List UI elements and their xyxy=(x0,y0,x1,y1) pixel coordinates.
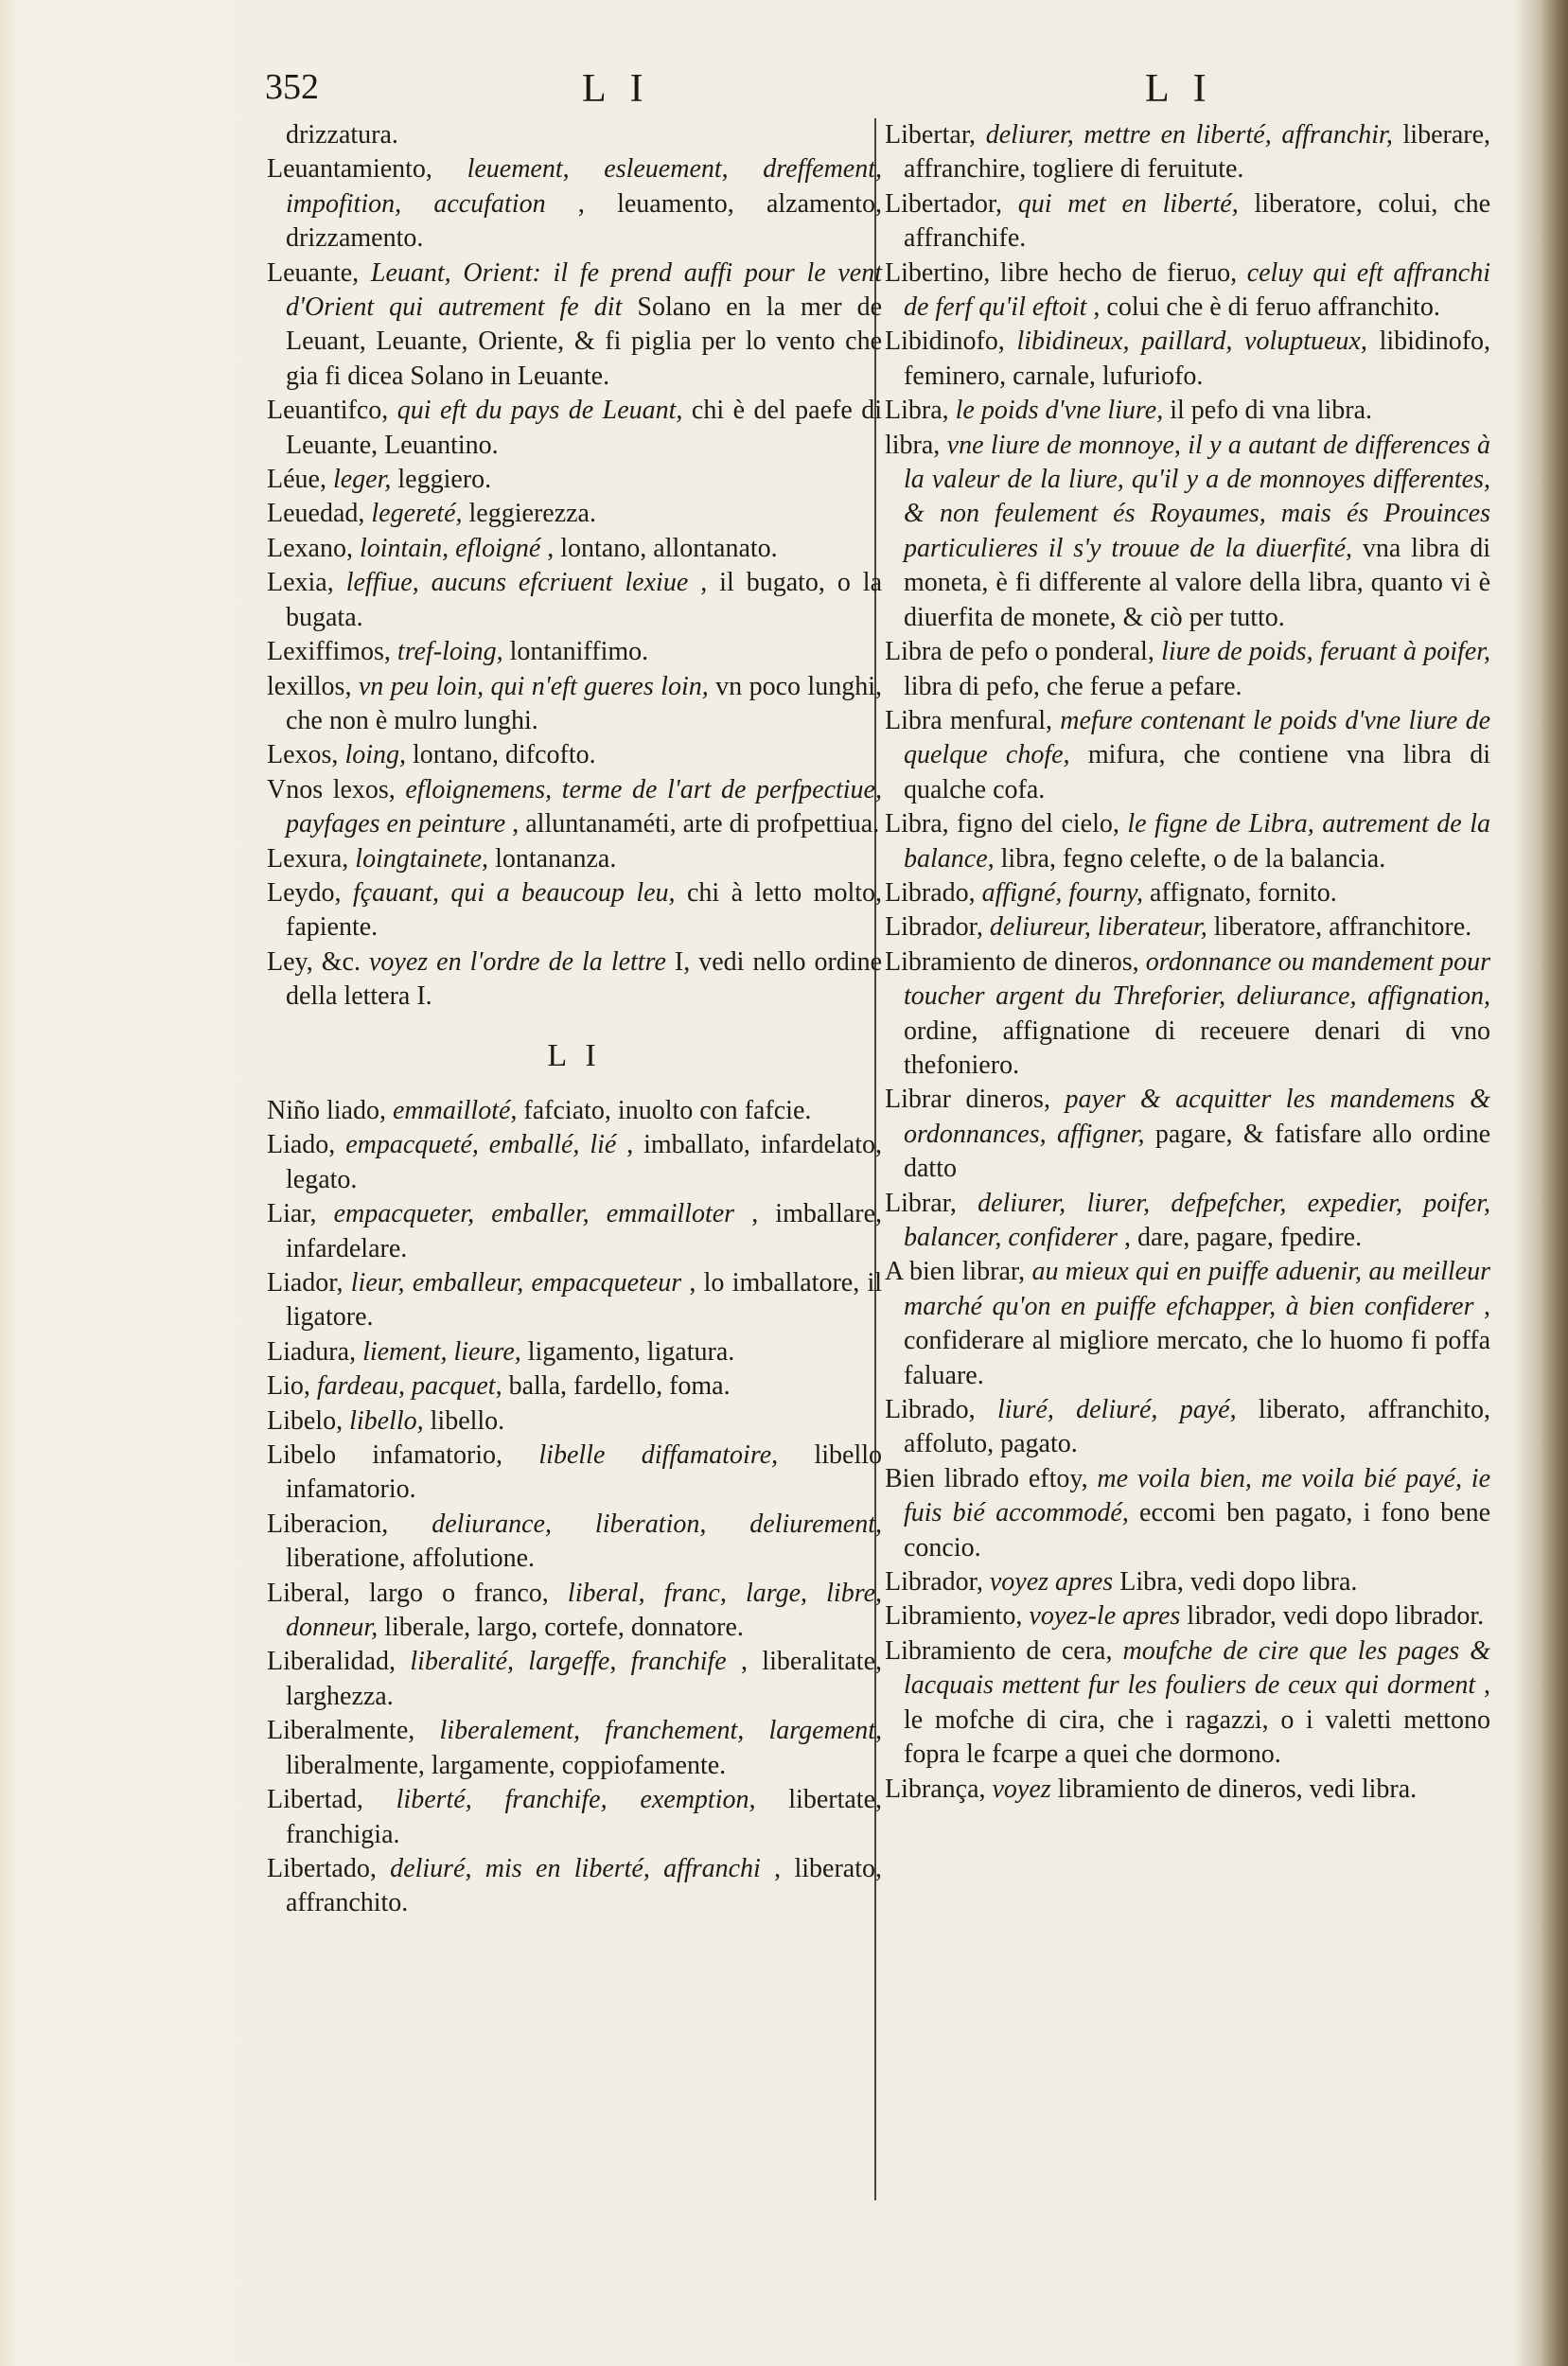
dictionary-entry xyxy=(267,1094,882,1128)
dictionary-entry xyxy=(267,1404,882,1439)
entry-french: liure de poids, feruant à poifer, xyxy=(1161,637,1491,667)
entry-italian: , lontano, allontanato. xyxy=(547,533,778,563)
entry-french: deliurance, liberation, deliurement, xyxy=(432,1509,882,1539)
entry-spanish: Niño liado, xyxy=(267,1095,386,1125)
entry-italian: vn poco lunghi, che non è mulro lunghi. xyxy=(286,671,882,735)
entry-italian: liberatore, colui, che affranchife. xyxy=(904,188,1491,254)
entry-italian: mifura, che contiene vna libra di qualche cofa. xyxy=(904,740,1490,804)
entry-spanish: libra, xyxy=(885,430,941,460)
dictionary-entry xyxy=(267,1335,882,1369)
entry-french: affigné, fourny, xyxy=(981,877,1143,908)
entry-french: qui eft du pays de Leuant, xyxy=(396,396,683,426)
dictionary-entry xyxy=(885,945,1490,1084)
entry-french: ordonnance ou mandement pour toucher argent du Threforier, deliurance, affignation, xyxy=(904,946,1491,1012)
entry-spanish: Liberal, largo o franco, xyxy=(267,1578,549,1608)
entry-italian: eccomi ben pagato, i fono bene concio. xyxy=(904,1498,1490,1563)
dictionary-entry xyxy=(267,1508,882,1577)
entry-spanish: Libertino, libre hecho de fieruo, xyxy=(885,257,1238,288)
dictionary-entry xyxy=(267,670,882,739)
entry-french: liberal, franc, large, libre, donneur, xyxy=(286,1578,882,1643)
entry-italian: , lo imballatore, il ligatore. xyxy=(286,1268,883,1333)
entry-spanish: Liberacion, xyxy=(267,1509,389,1539)
dictionary-entry xyxy=(885,187,1490,256)
entry-spanish: Liar, xyxy=(267,1199,317,1229)
entry-french: vne liure de monnoye, il y a autant de differences à la valeur de la liure, qu'il y a de monnoyes differentes, & non feulement és Royaumes, mais és Prouinces particulieres il s'y trouue de la diuerfité, xyxy=(904,430,1491,563)
entry-spanish: Liadura, xyxy=(267,1336,357,1367)
entry-french: vn peu loin, qui n'eft gueres loin, xyxy=(358,671,709,701)
dictionary-entry xyxy=(885,1255,1490,1393)
entry-french: legereté, xyxy=(371,499,463,529)
entry-spanish: Libertador, xyxy=(885,188,1003,219)
entry-italian: leggierezza. xyxy=(468,499,596,529)
entry-spanish: Libra, xyxy=(885,396,949,426)
entry-italian: libello infamatorio. xyxy=(286,1440,883,1505)
entry-french: voyez xyxy=(992,1774,1051,1804)
entry-french: empacqueté, emballé, lié xyxy=(345,1130,617,1160)
entry-italian: ordine, affignatione di receuere denari di vno thefoniero. xyxy=(904,1015,1490,1080)
entry-italian: liberatore, affranchitore. xyxy=(1213,912,1472,943)
entry-italian: vna libra di moneta, è fi differente al valore della libra, quanto vi è diuerfita de monete, & ciò per tutto. xyxy=(904,533,1490,632)
dictionary-entry xyxy=(885,1393,1490,1462)
entry-spanish: Leuantifco, xyxy=(267,396,389,426)
entry-italian: drizzatura. xyxy=(286,120,398,150)
entry-italian: libramiento de dineros, vedi libra. xyxy=(1057,1774,1418,1804)
dictionary-entry xyxy=(267,1645,882,1714)
entry-spanish: Liado, xyxy=(267,1130,336,1160)
dictionary-entry xyxy=(267,1783,882,1852)
dictionary-entry xyxy=(885,807,1490,876)
entry-italian: leggiero. xyxy=(397,465,492,495)
dictionary-entry xyxy=(267,566,882,635)
dictionary-entry xyxy=(267,773,882,842)
entry-french: le poids d'vne liure, xyxy=(955,396,1164,426)
entry-spanish: Liador, xyxy=(267,1268,344,1298)
dictionary-entry xyxy=(267,1439,882,1508)
entry-spanish: Librado, xyxy=(885,877,976,908)
dictionary-entry xyxy=(267,1266,882,1335)
entry-italian: libra di pefo, che ferue a pefare. xyxy=(904,671,1242,701)
dictionary-entry xyxy=(267,1714,882,1783)
running-head-right: L I xyxy=(1145,67,1214,111)
entry-french: libidineux, paillard, voluptueux, xyxy=(1016,327,1367,357)
entry-italian: liberare, affranchire, togliere di feruitute. xyxy=(904,120,1491,185)
entry-french: payer & acquitter les mandemens & ordonnances, affigner, xyxy=(904,1085,1491,1149)
entry-spanish: Libidinofo, xyxy=(885,327,1005,357)
dictionary-entry xyxy=(267,842,882,876)
entry-french: empacqueter, emballer, emmailloter xyxy=(333,1199,735,1229)
dictionary-entry xyxy=(885,910,1490,945)
entry-italian: lontaniffimo. xyxy=(509,637,649,667)
entry-spanish: Libertad, xyxy=(267,1785,363,1815)
left-entries-before xyxy=(267,118,882,1015)
entry-italian: , le mofche di cira, che i ragazzi, o i valetti mettono fopra le fcarpe a quei che dormono. xyxy=(904,1670,1491,1770)
entry-spanish: Léue, xyxy=(267,465,326,495)
entry-italian: , liberato, affranchito. xyxy=(286,1853,883,1918)
entry-spanish: Leydo, xyxy=(267,877,342,908)
entry-italian: , leuamento, alzamento, drizzamento. xyxy=(286,188,883,254)
entry-french: leuement, esleuement, dreffement, impofition, accufation xyxy=(286,154,882,219)
entry-spanish: Vnos lexos, xyxy=(267,774,396,804)
dictionary-entry xyxy=(267,152,882,256)
dictionary-entry xyxy=(885,429,1490,635)
dictionary-entry xyxy=(267,945,882,1015)
entry-french: liberalement, franchement, largement, xyxy=(439,1716,883,1746)
dictionary-entry xyxy=(885,635,1490,704)
entry-spanish: Librança, xyxy=(885,1774,986,1804)
entry-italian: , il bugato, o la bugata. xyxy=(286,568,883,632)
entry-spanish: Libelo, xyxy=(267,1405,344,1436)
entry-french: me voila bien, me voila bié payé, ie fuis bié accommodé, xyxy=(904,1463,1491,1528)
dictionary-entry xyxy=(885,1083,1490,1186)
entry-spanish: lexillos, xyxy=(267,671,352,701)
entry-french: leger, xyxy=(332,465,392,495)
entry-spanish: Librador, xyxy=(885,1567,983,1598)
entry-spanish: Libra de pefo o ponderal, xyxy=(885,637,1154,667)
entry-italian: librador, vedi dopo librador. xyxy=(1187,1601,1485,1632)
entry-spanish: Lexos, xyxy=(267,740,339,770)
entry-italian: liberato, affranchito, affoluto, pagato. xyxy=(904,1395,1490,1459)
entry-french: tref-loing, xyxy=(396,637,503,667)
entry-french: celuy qui eft affranchi de ferf qu'il eftoit xyxy=(904,257,1490,323)
dictionary-entry xyxy=(267,497,882,531)
entry-spanish: Librar dineros, xyxy=(885,1085,1050,1115)
section-heading: L I xyxy=(547,1037,602,1073)
entry-french: deliurer, liurer, defpefcher, expedier, poifer, balancer, confiderer xyxy=(904,1188,1490,1252)
entry-french: voyez-le apres xyxy=(1029,1601,1181,1632)
entry-french: liberté, franchife, exemption, xyxy=(396,1785,756,1815)
dictionary-entry xyxy=(267,394,882,463)
entry-italian: fafciato, inuolto con fafcie. xyxy=(523,1095,812,1125)
entry-italian: , alluntanaméti, arte di profpettiua. xyxy=(512,809,880,839)
dictionary-entry xyxy=(267,532,882,566)
entry-french: qui met en liberté, xyxy=(1017,188,1239,219)
entry-italian: I, vedi nello ordine della lettera I. xyxy=(286,946,883,1012)
dictionary-entry xyxy=(267,1197,882,1266)
entry-italian: affignato, fornito. xyxy=(1149,877,1337,908)
dictionary-entry xyxy=(267,463,882,497)
dictionary-entry xyxy=(267,738,882,772)
entry-italian: , liberalitate, larghezza. xyxy=(286,1647,883,1711)
entry-french: libello, xyxy=(349,1405,424,1436)
entry-french: moufche de cire que les pages & lacquais mettent fur les fouliers de ceux qui dorment xyxy=(904,1635,1490,1701)
entry-spanish: Leuantamiento, xyxy=(267,154,432,185)
entry-french: Leuant, Orient: il fe prend auffi pour le vent d'Orient qui autrement fe dit xyxy=(286,257,883,323)
entry-spanish: Librado, xyxy=(885,1395,976,1425)
entry-italian: , confiderare al migliore mercato, che lo huomo fi poffa faluare. xyxy=(904,1291,1490,1390)
entry-italian: pagare, & fatisfare allo ordine datto xyxy=(904,1119,1491,1184)
entry-spanish: Libramiento, xyxy=(885,1601,1023,1632)
page-number: 352 xyxy=(265,67,319,107)
dictionary-entry xyxy=(885,1634,1490,1773)
entry-spanish: Libelo infamatorio, xyxy=(267,1440,503,1471)
entry-spanish: Libertar, xyxy=(885,120,977,150)
entry-spanish: Leuante, xyxy=(267,257,360,288)
dictionary-entry xyxy=(885,325,1490,394)
entry-italian: , imballare, infardelare. xyxy=(286,1199,883,1263)
dictionary-entry xyxy=(267,1128,882,1197)
entry-spanish: Liberalidad, xyxy=(267,1647,396,1677)
entry-italian: liberatione, affolutione. xyxy=(286,1544,536,1574)
entry-italian: lontano, difcofto. xyxy=(413,740,596,770)
dictionary-entry xyxy=(885,1565,1490,1599)
entry-french: liuré, deliuré, payé, xyxy=(996,1395,1237,1425)
dictionary-entry xyxy=(885,1773,1490,1807)
entry-spanish: Libertado, xyxy=(267,1853,377,1883)
dictionary-entry xyxy=(885,1462,1490,1565)
dictionary-entry xyxy=(267,118,882,152)
entry-french: le figne de Libra, autrement de la balance, xyxy=(904,809,1491,874)
dictionary-entry xyxy=(885,1187,1490,1256)
entry-italian: il pefo di vna libra. xyxy=(1170,396,1373,426)
entry-spanish: Libra menfural, xyxy=(885,705,1052,735)
left-entries-after xyxy=(267,1094,882,1921)
dictionary-entry xyxy=(885,394,1490,428)
dictionary-entry xyxy=(885,704,1490,807)
entry-italian: ligamento, ligatura. xyxy=(527,1336,735,1367)
entry-italian: libra, fegno celefte, o de la balancia. xyxy=(1000,843,1386,874)
entry-italian: , imballato, infardelato, legato. xyxy=(286,1130,882,1194)
entry-french: voyez apres xyxy=(989,1567,1114,1598)
left-column xyxy=(267,118,882,1921)
entry-french: efloignemens, terme de l'art de perfpectiue, payfages en peinture xyxy=(286,774,882,839)
dictionary-entry xyxy=(885,118,1490,187)
dictionary-entry xyxy=(267,876,882,945)
entry-italian: libidinofo, feminero, carnale, lufuriofo. xyxy=(904,327,1491,391)
dictionary-entry xyxy=(885,1599,1490,1633)
entry-spanish: Liberalmente, xyxy=(267,1716,415,1746)
entry-italian: Solano en la mer de Leuant, Leuante, Oriente, & fi piglia per lo vento che gia fi dicea Solano in Leuante. xyxy=(286,292,883,391)
dictionary-entry xyxy=(267,1852,882,1921)
dictionary-entry xyxy=(885,256,1490,326)
entry-italian: balla, fardello, foma. xyxy=(508,1371,731,1402)
entry-italian: liberale, largo, cortefe, donnatore. xyxy=(384,1613,744,1643)
dictionary-entry xyxy=(267,1369,882,1404)
entry-french: au mieux qui en puiffe aduenir, au meilleur marché qu'on en puiffe efchapper, à bien confiderer xyxy=(904,1257,1491,1321)
entry-spanish: Librar, xyxy=(885,1188,957,1218)
entry-italian: libertate, franchigia. xyxy=(286,1785,882,1849)
entry-french: fçauant, qui a beaucoup leu, xyxy=(352,877,676,908)
entry-italian: chi è del paefe di Leuante, Leuantino. xyxy=(286,396,883,460)
right-column xyxy=(885,118,1490,1807)
entry-italian: liberalmente, largamente, coppiofamente. xyxy=(286,1750,727,1780)
entry-french: liberalité, largeffe, franchife xyxy=(410,1647,727,1677)
running-head-left: L I xyxy=(582,67,651,111)
entry-spanish: Lexiffimos, xyxy=(267,637,391,667)
entry-french: deliuré, mis en liberté, affranchi xyxy=(390,1853,761,1883)
entry-french: liement, lieure, xyxy=(362,1336,521,1367)
entry-spanish: Bien librado eftoy, xyxy=(885,1463,1088,1493)
entry-french: deliureur, liberateur, xyxy=(989,912,1207,943)
entry-french: emmailloté, xyxy=(393,1095,518,1125)
entry-spanish: Lexura, xyxy=(267,843,349,874)
entry-spanish: Lio, xyxy=(267,1371,310,1402)
entry-french: loing, xyxy=(344,740,406,770)
entry-italian: Libra, vedi dopo libra. xyxy=(1119,1567,1358,1598)
entry-french: lieur, emballeur, empacqueteur xyxy=(350,1268,682,1298)
entry-spanish: Libra, figno del cielo, xyxy=(885,809,1119,839)
entry-spanish: Librador, xyxy=(885,912,983,943)
dictionary-entry xyxy=(267,635,882,669)
dictionary-entry xyxy=(267,256,882,395)
entry-french: loingtainete, xyxy=(355,843,489,874)
entry-spanish: Leuedad, xyxy=(267,499,365,529)
entry-french: voyez en l'ordre de la lettre xyxy=(368,946,666,977)
entry-italian: libello. xyxy=(430,1405,505,1436)
entry-spanish: Libramiento de dineros, xyxy=(885,946,1139,977)
entry-spanish: Lexia, xyxy=(267,568,334,598)
entry-french: deliurer, mettre en liberté, affranchir, xyxy=(985,120,1393,150)
entry-spanish: A bien librar, xyxy=(885,1257,1026,1287)
entry-spanish: Lexano, xyxy=(267,533,353,563)
entry-french: mefure contenant le poids d'vne liure de quelque chofe, xyxy=(904,705,1491,770)
entry-italian: lontananza. xyxy=(495,843,617,874)
entry-italian: , dare, pagare, fpedire. xyxy=(1124,1223,1363,1252)
entry-spanish: Ley, &c. xyxy=(267,946,361,977)
dictionary-entry xyxy=(267,1577,882,1646)
entry-italian: , colui che è di feruo affranchito. xyxy=(1093,292,1440,323)
entry-spanish: Libramiento de cera, xyxy=(885,1635,1113,1666)
right-entries xyxy=(885,118,1490,1807)
entry-french: libelle diffamatoire, xyxy=(538,1440,779,1471)
entry-french: fardeau, pacquet, xyxy=(316,1371,502,1402)
entry-italian: chi à letto molto, fapiente. xyxy=(286,877,883,943)
entry-french: leffiue, aucuns efcriuent lexiue xyxy=(345,568,689,598)
entry-french: lointain, efloigné xyxy=(359,533,541,563)
dictionary-entry xyxy=(885,876,1490,910)
